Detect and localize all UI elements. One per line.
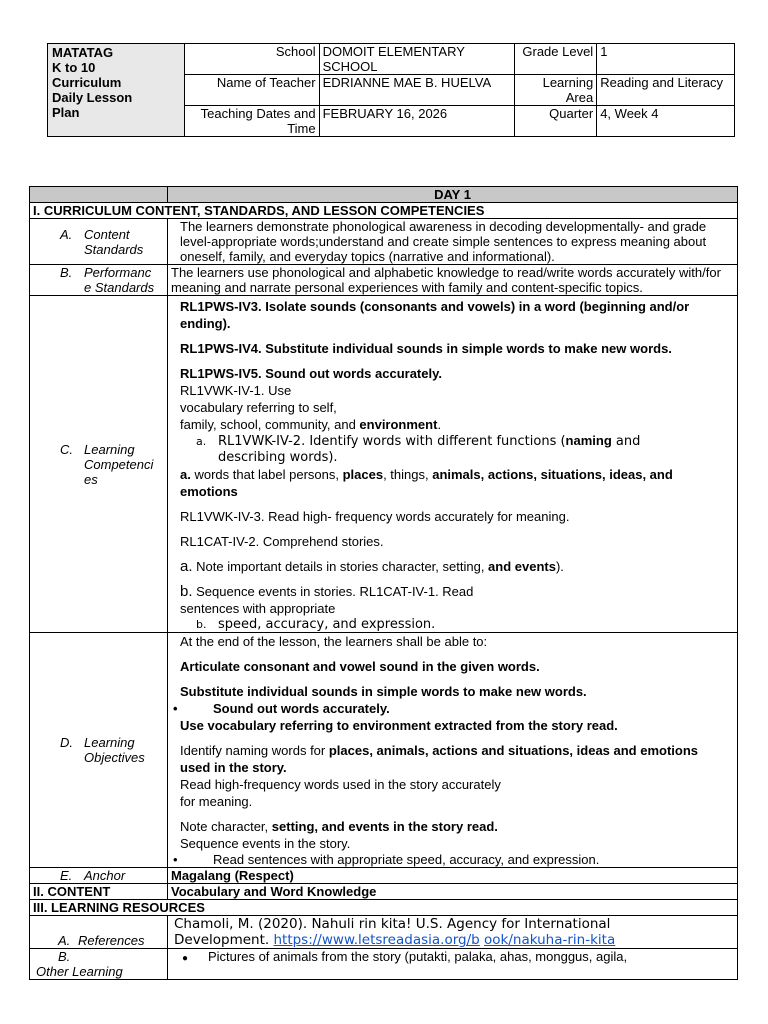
learning-competencies-label (30, 296, 168, 633)
content-standards-label (30, 219, 168, 265)
competency-text: RL1VWK-IV-2. Identify words with different functions ( (218, 434, 566, 449)
dates-label: Teaching Dates and Time (184, 106, 319, 137)
row-letter: B. (58, 949, 71, 964)
competency-text: , things, (383, 467, 433, 482)
school-label: School (184, 44, 319, 75)
competency-text: ). (555, 559, 564, 574)
plan-title-line: Daily Lesson (52, 90, 133, 105)
grade-value: 1 (597, 44, 735, 75)
quarter-value: 4, Week 4 (597, 106, 735, 137)
header-table (47, 43, 735, 137)
other-resources-label (30, 949, 168, 980)
competency-item: RL1PWS-IV4. Substitute individual sounds in simple words to make new words. (180, 341, 672, 356)
teacher-label: Name of Teacher (184, 75, 319, 106)
objective-text: places, animals, actions and situations, ideas and emotions used in the story. (180, 743, 699, 775)
row-letter: D. (60, 735, 73, 750)
learning-objectives-label (30, 633, 168, 868)
row-label: Content Standards (84, 226, 144, 257)
performance-standards-label (30, 265, 168, 296)
plan-title-line: MATATAG (52, 45, 114, 60)
row-letter: A. (58, 933, 71, 948)
competency-item: sentences with appropriate (180, 601, 336, 616)
row-label: Other Learning (36, 964, 123, 979)
plan-title-line: Curriculum (52, 75, 122, 90)
other-resources-text (168, 949, 738, 980)
objective-item (173, 700, 727, 717)
reference-text: Development. (174, 932, 274, 948)
list-marker: a. (196, 435, 207, 448)
references-label (30, 916, 168, 949)
objective-item: Sequence events in the story. (180, 836, 351, 851)
competency-item: vocabulary referring to self, (180, 400, 337, 415)
competency-item (180, 466, 727, 500)
objective-item: Articulate consonant and vowel sound in the given words. (180, 659, 540, 674)
row-label: Learning Objectives (84, 735, 145, 765)
bullet-icon: ● (182, 953, 189, 964)
row-label: Anchor (84, 868, 126, 883)
competency-item (180, 617, 727, 632)
anchor-label (30, 868, 168, 884)
plan-title-line: K to 10 (52, 60, 96, 75)
plan-title (48, 44, 185, 137)
objective-text: Sound out words accurately. (213, 701, 390, 716)
competency-item (180, 433, 727, 450)
competency-item: RL1PWS-IV3. Isolate sounds (consonants and vowels) in a word (beginning and/or ending). (180, 299, 690, 331)
objective-text: setting, and events in the story read. (271, 819, 498, 834)
reference-line: Chamoli, M. (2020). Nahuli rin kita! U.S. Agency for International (174, 916, 611, 932)
references-text (168, 916, 738, 949)
objective-text: Read sentences with appropriate speed, accuracy, and expression. (213, 852, 600, 867)
dates-value: FEBRUARY 16, 2026 (319, 106, 515, 137)
competency-text: naming (565, 433, 612, 448)
objective-item: Use vocabulary referring to environment extracted from the story read. (180, 718, 618, 733)
objective-item (173, 852, 727, 867)
learning-area-value: Reading and Literacy (597, 75, 735, 106)
objective-item: for meaning. (180, 794, 253, 809)
lesson-table (29, 186, 738, 980)
bullet-icon: • (173, 701, 178, 716)
competency-text: and (611, 434, 641, 449)
competency-text: Sequence events in stories. RL1CAT-IV-1. Read (192, 584, 474, 599)
competency-text: a. (180, 467, 191, 482)
competency-text: Note important details in stories character, setting, (192, 559, 489, 574)
competency-text: words that label persons, (190, 467, 343, 482)
anchor-text: Magalang (Respect) (168, 868, 738, 884)
competency-item: RL1PWS-IV5. Sound out words accurately. (180, 366, 442, 381)
learning-objectives-text (168, 633, 738, 868)
learning-area-label: Learning Area (515, 75, 597, 106)
reference-link[interactable]: https://www.letsreadasia.org/b (273, 932, 480, 948)
objective-item (180, 742, 727, 776)
content-standards-text: The learners demonstrate phonological awareness in decoding developmentally- and grade level-appropriate words;understand and create simple sentences to express meaning about oneself, family, and everyday topics (narrative and informational). (168, 219, 738, 265)
bullet-icon: • (173, 852, 178, 867)
quarter-label: Quarter (515, 106, 597, 137)
performance-standards-text: The learners use phonological and alphabetic knowledge to read/write words accurately with/for meaning and narrate personal experiences with family and content-specific topics. (168, 265, 738, 296)
competency-item (180, 583, 727, 600)
competency-item: RL1CAT-IV-2. Comprehend stories. (180, 534, 384, 549)
objective-text: Note character, (180, 819, 272, 834)
learning-competencies-text (168, 296, 738, 633)
competency-item: RL1VWK-IV-3. Read high- frequency words accurately for meaning. (180, 509, 570, 524)
objective-text: Identify naming words for (180, 743, 329, 758)
day-header: DAY 1 (168, 187, 738, 203)
section-resources-heading: III. LEARNING RESOURCES (30, 900, 738, 916)
section-content-text: Vocabulary and Word Knowledge (168, 884, 738, 900)
competency-text: . (437, 417, 442, 432)
competency-text: places (342, 467, 384, 482)
plan-title-line: Plan (52, 105, 80, 120)
objective-item: Read high-frequency words used in the story accurately (180, 777, 501, 792)
row-letter: B. (60, 265, 73, 280)
row-label: Performanc e Standards (84, 265, 155, 295)
other-resources-item: Pictures of animals from the story (putakti, palaka, ahas, monggus, agila, (208, 949, 628, 964)
list-marker: b. (196, 618, 207, 631)
competency-item (180, 558, 727, 575)
list-marker: a. (180, 558, 193, 575)
section-content-heading: II. CONTENT (30, 884, 168, 900)
competency-item: describing words). (218, 450, 338, 465)
competency-text: animals, actions, situations, ideas, and emotions (180, 467, 673, 499)
objective-item: At the end of the lesson, the learners shall be able to: (180, 634, 488, 649)
competency-text: environment (359, 417, 438, 432)
reference-link-continued[interactable]: ook/nakuha-rin-kita (484, 932, 616, 948)
reference-line (174, 932, 734, 948)
competency-item: RL1VWK-IV-1. Use (180, 383, 292, 398)
school-value: DOMOIT ELEMENTARY SCHOOL (319, 44, 515, 75)
competency-text: and events (488, 559, 556, 574)
row-letter: A. (60, 226, 73, 242)
competency-text: speed, accuracy, and expression. (218, 617, 436, 632)
row-letter: E. (60, 868, 73, 883)
day-header-blank (30, 187, 168, 203)
section-curriculum-heading: I. CURRICULUM CONTENT, STANDARDS, AND LESSON COMPETENCIES (30, 203, 738, 219)
competency-item (180, 416, 727, 433)
row-label: References (78, 933, 145, 948)
competency-text: family, school, community, and (180, 417, 360, 432)
objective-item: Substitute individual sounds in simple words to make new words. (180, 684, 587, 699)
teacher-value: EDRIANNE MAE B. HUELVA (319, 75, 515, 106)
row-label: Learning Competenci es (84, 441, 154, 487)
list-marker: b. (180, 583, 193, 600)
row-letter: C. (60, 441, 73, 457)
objective-item (180, 818, 727, 835)
grade-label: Grade Level (515, 44, 597, 75)
